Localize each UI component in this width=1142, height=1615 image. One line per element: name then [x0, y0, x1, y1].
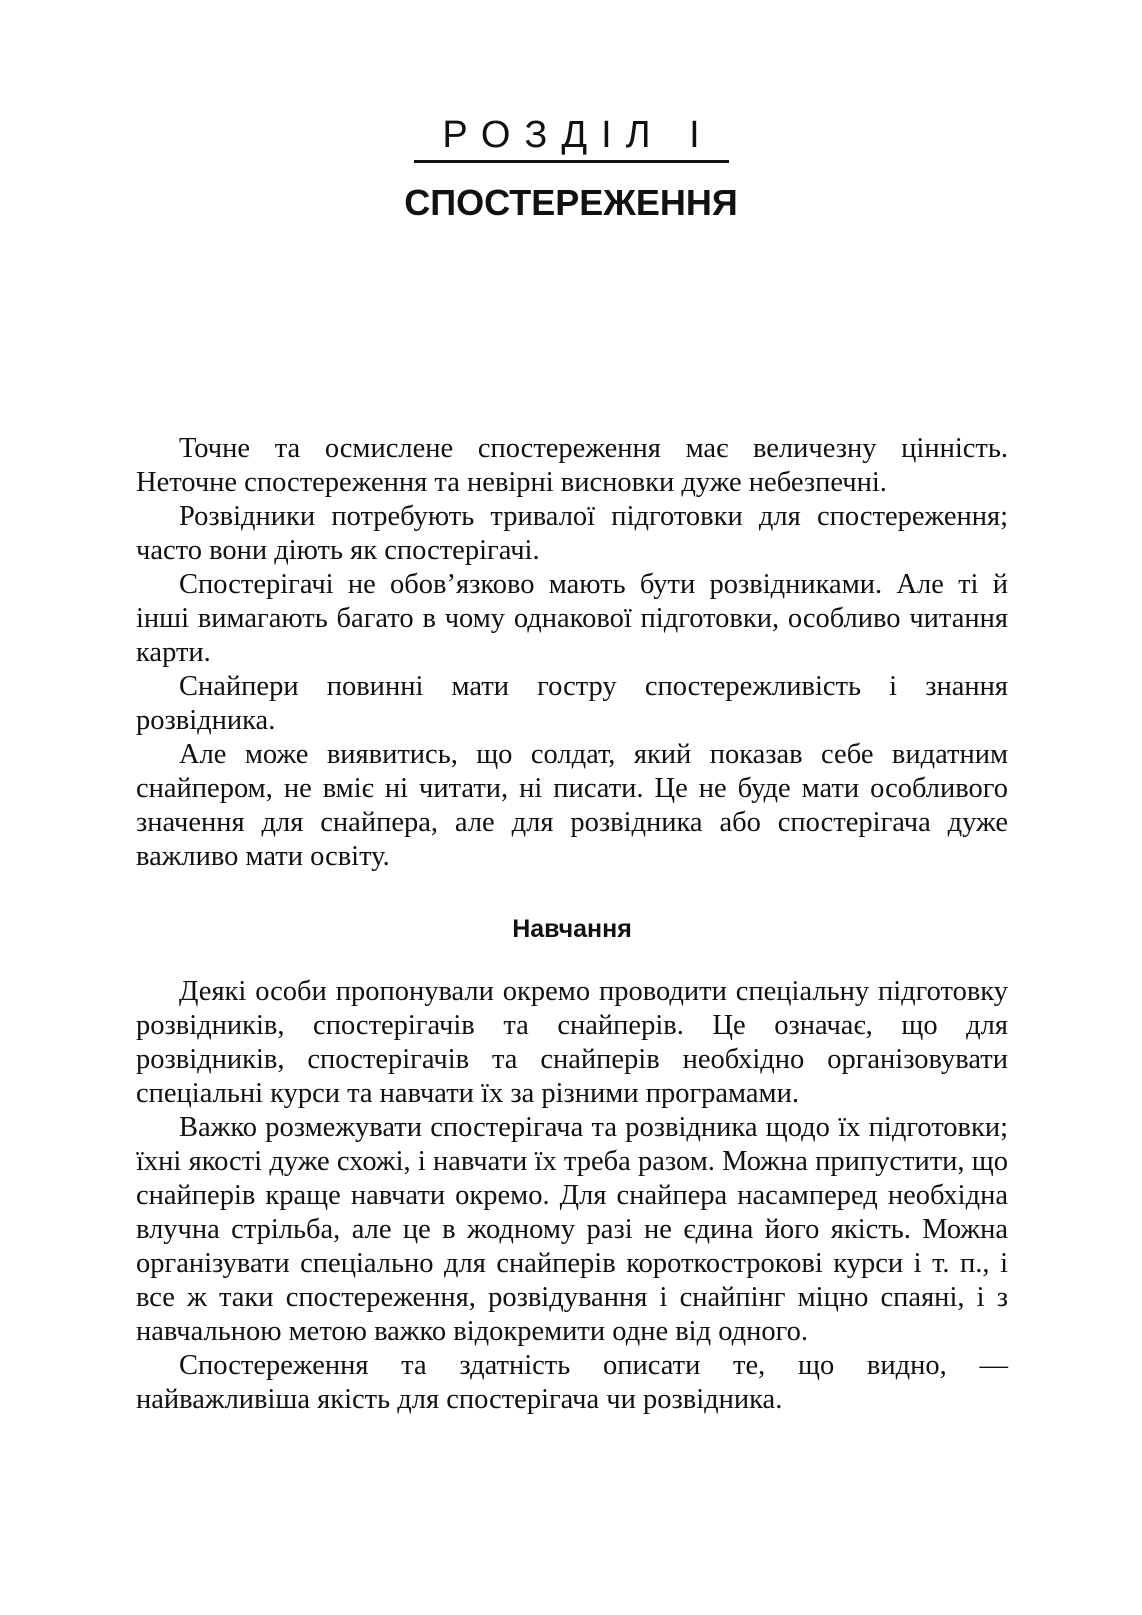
- paragraph: Точне та осмислене спостереження має величезну цінність. Неточне спостереження та невірні висновки дуже небезпечні.: [136, 433, 1008, 498]
- paragraph: Снайпери повинні мати гостру спостережливість і знання розвідника.: [136, 671, 1008, 736]
- paragraph: Спостерігачі не обов’язково мають бути розвідниками. Але ті й інші вимагають багато в чому однакової підготовки, особливо читання карти.: [136, 569, 1008, 668]
- intro-text: [136, 432, 1008, 874]
- paragraph: Розвідники потребують тривалої підготовки для спостереження; часто вони діють як спостерігачі.: [136, 501, 1008, 566]
- chapter-rule: [414, 160, 729, 163]
- paragraph: Спостереження та здатність описати те, що видно, — найважливіша якість для спостерігача чи розвідника.: [136, 1350, 1008, 1415]
- section-text: [136, 975, 1008, 1417]
- paragraph: Але може виявитись, що солдат, який показав себе видатним снайпером, не вміє ні читати, ні писати. Це не буде мати особливого значення для снайпера, але для розвідника або спостерігача дуже важливо мати освіту.: [136, 739, 1008, 872]
- chapter-title: СПОСТЕРЕЖЕННЯ: [404, 182, 738, 223]
- paragraph: Деякі особи пропонували окремо проводити спеціальну підготовку розвідників, спостерігачів та снайперів. Це означає, що для розвідників, спостерігачів та снайперів необхідно організовувати спеціальні курси та навчати їх за різними програмами.: [136, 976, 1008, 1109]
- chapter-label: РОЗДІЛ І: [442, 114, 714, 156]
- paragraph: Важко розмежувати спостерігача та розвідника щодо їх підготовки; їхні якості дуже схожі, і навчати їх треба разом. Можна припустити, що снайперів краще навчати окремо. Для снайпера насамперед необхідна влучна стрільба, але це в жодному разі не єдина його якість. Можна організувати спеціально для снайперів короткострокові курси і т. п., і все ж таки спостереження, розвідування і снайпінг міцно спаяні, і з навчальною метою важко відокремити одне від одного.: [136, 1112, 1008, 1347]
- section-heading: Навчання: [512, 915, 632, 943]
